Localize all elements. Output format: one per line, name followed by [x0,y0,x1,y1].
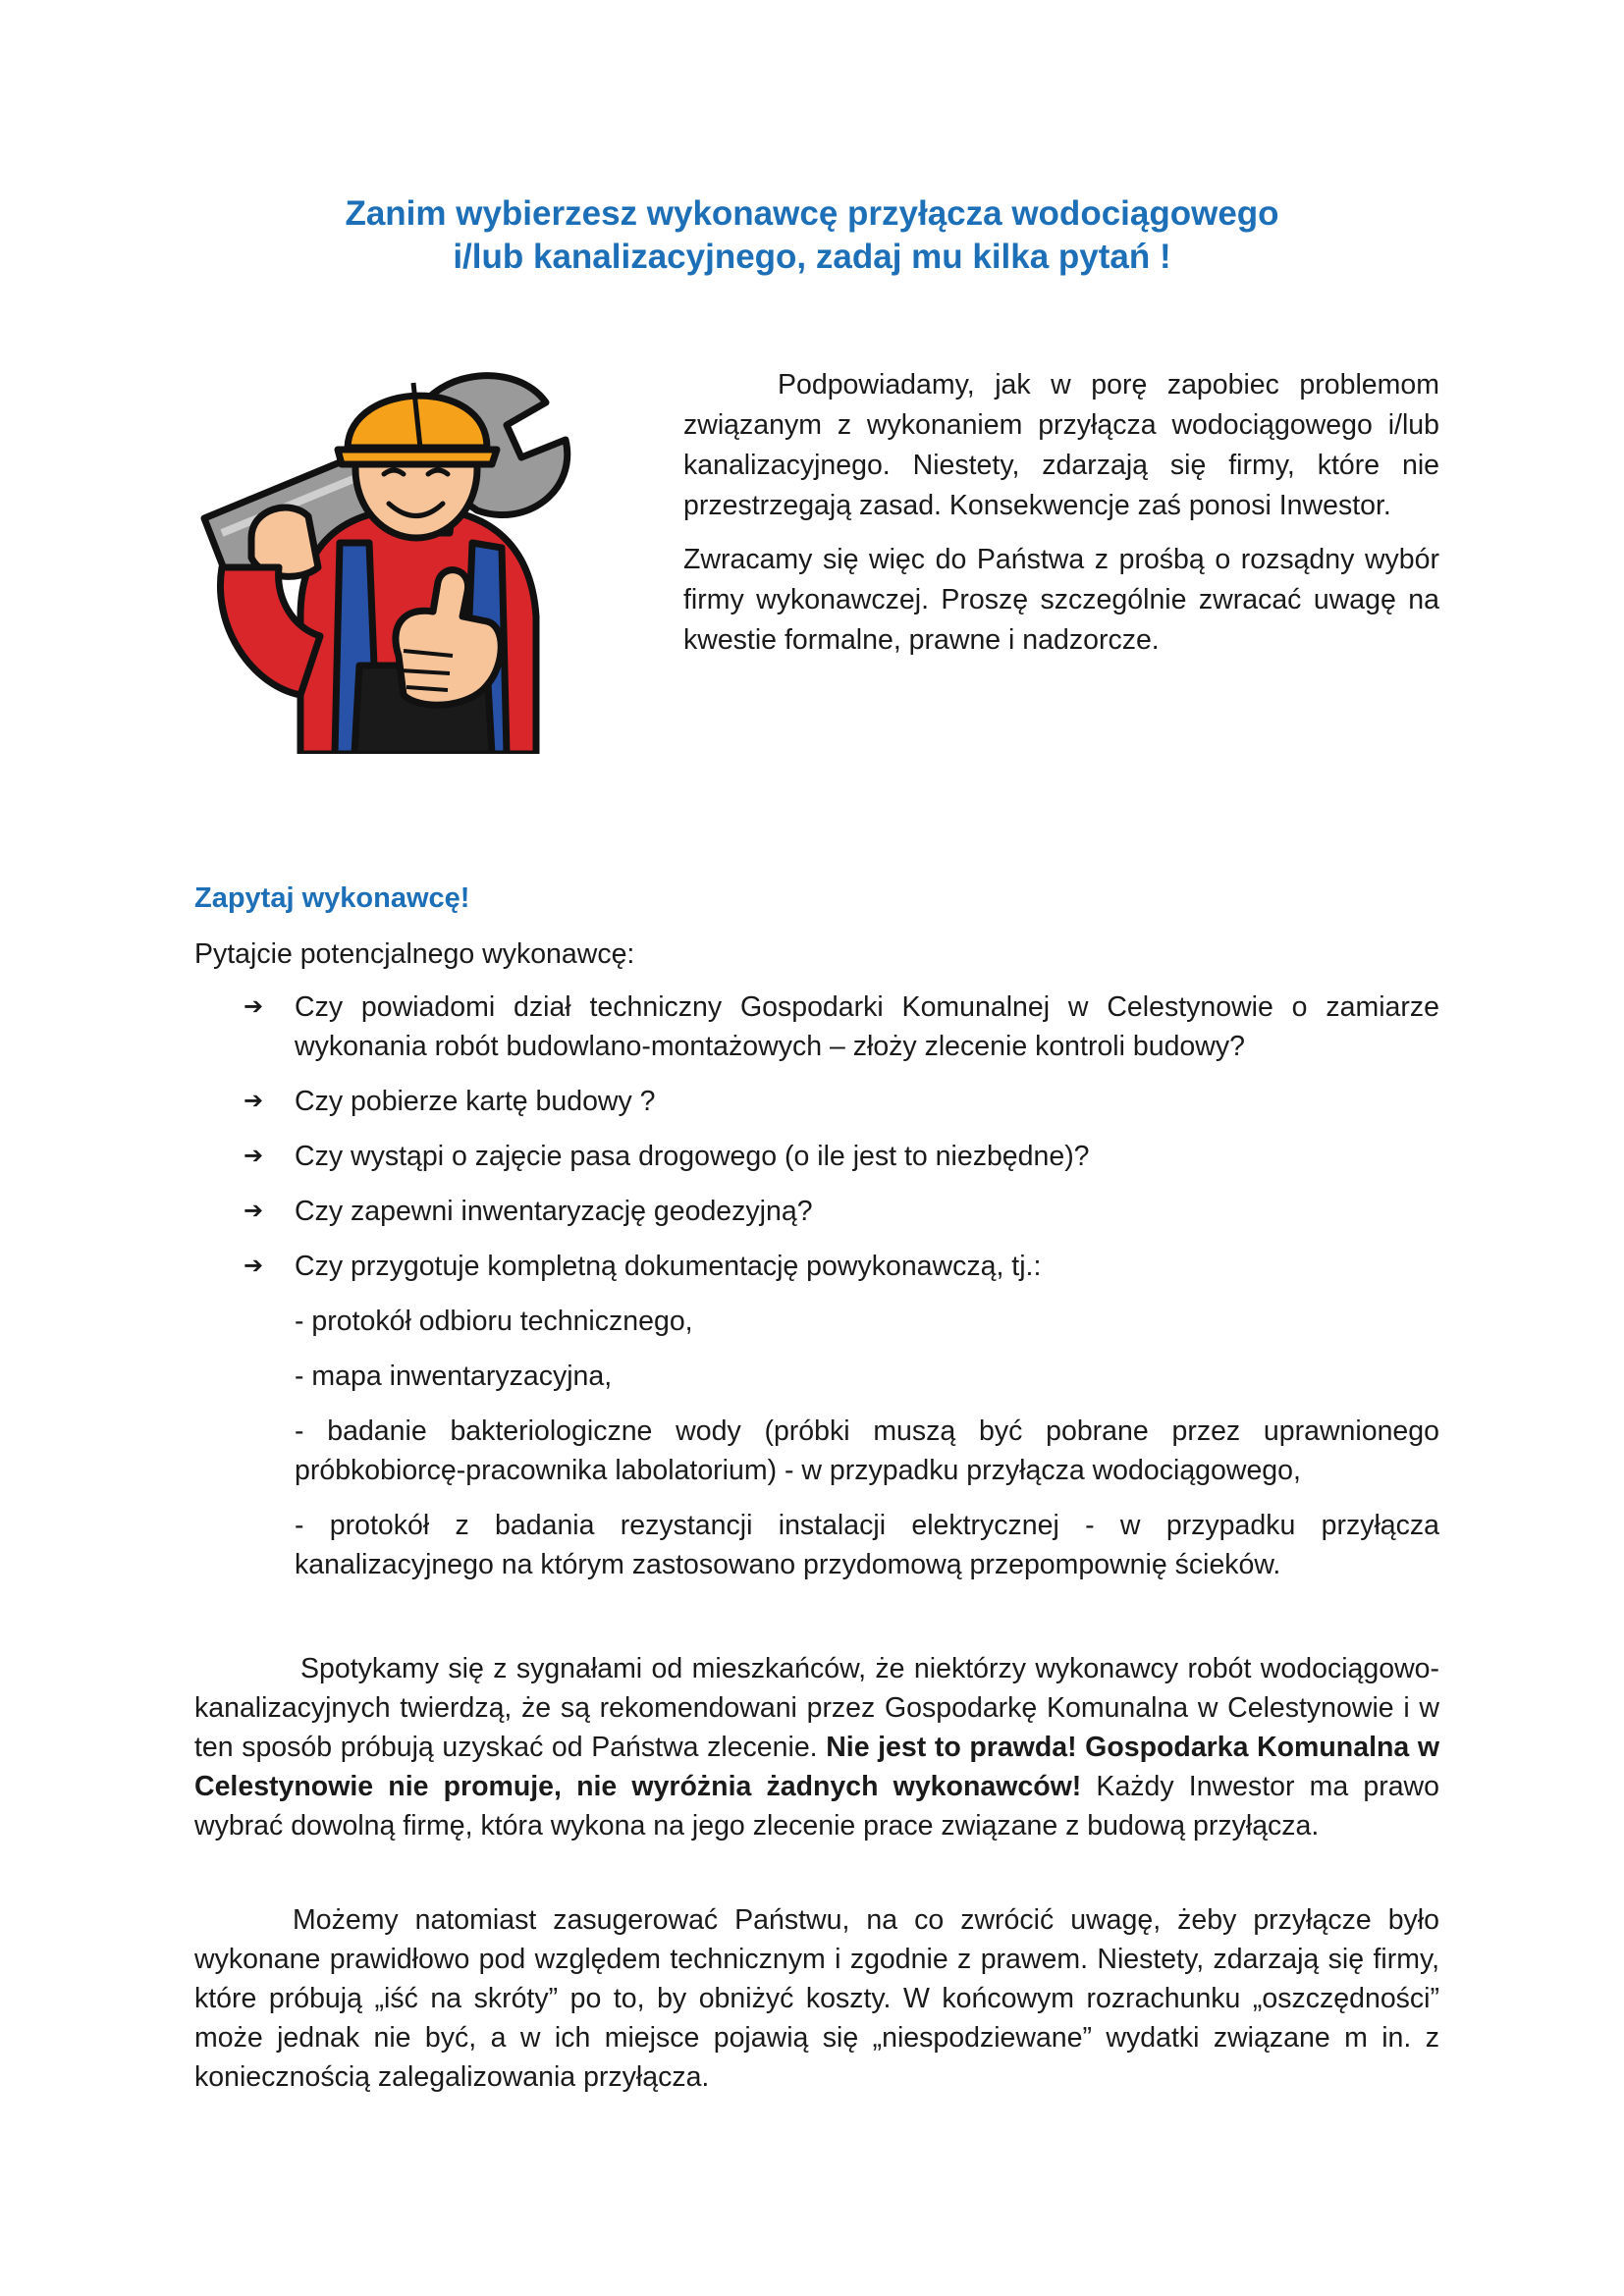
closing-text-start: Spotykamy się z sygnałami od mieszkańców, że niektórzy wykonawcy robót wodociągowo-kanalizacyjnych twierdzą, że są rekomendowani przez Gospodarkę Komunalna w Celestynowie i w ten sposób próbują uzyskać od Państwa zlecenie. [194,1653,1439,1763]
closing-paragraph-2 [194,1900,1439,2097]
question-text: Czy pobierze kartę budowy ? [295,1086,656,1117]
sub-list-item: - protokół odbioru technicznego, [295,1306,693,1337]
questions-list [194,988,1439,1600]
list-item [194,1082,1439,1121]
closing-text-end: Każdy Inwestor ma prawo wybrać dowolną firmę, która wykona na jego zlecenie prace związane z budową przyłącza. [194,1771,1439,1842]
sub-list-item: - badanie bakteriologiczne wody (próbki muszą być pobrane przez uprawnionego próbkobiorcę-pracownika labolatorium) - w przypadku przyłącza wodociągowego, [295,1415,1439,1486]
arrow-right-icon: ➔ [244,993,264,1020]
list-item [194,1247,1439,1286]
worker-with-wrench-icon [192,371,634,754]
arrow-right-icon: ➔ [244,1088,264,1114]
sub-list-item: - mapa inwentaryzacyjna, [295,1361,613,1392]
sub-list-item: - protokół z badania rezystancji instalacji elektrycznej - w przypadku przyłącza kanalizacyjnego na którym zastosowano przydomową przepompownię ścieków. [295,1510,1439,1580]
list-item [194,1192,1439,1231]
closing-text-2: Możemy natomiast zasugerować Państwu, na co zwrócić uwagę, żeby przyłącze było wykonane prawidłowo pod względem technicznym i zgodnie z prawem. Niestety, zdarzają się firmy, które próbują „iść na skróty” po to, by obniżyć koszty. W końcowym rozrachunku „oszczędności” może jednak nie być, a w ich miejsce pojawią się „niespodziewane” wydatki związane m in. z koniecznością zalegalizowania przyłącza. [194,1904,1439,2093]
section-lead: Pytajcie potencjalnego wykonawcę: [194,938,635,970]
intro-paragraph-2: Zwracamy się więc do Państwa z prośbą o rozsądny wybór firmy wykonawczej. Proszę szczególnie zwracać uwagę na kwestie formalne, prawne i nadzorcze. [683,544,1439,656]
question-text: Czy zapewni inwentaryzację geodezyjną? [295,1196,813,1227]
intro-text [683,365,1439,674]
arrow-right-icon: ➔ [244,1143,264,1169]
closing-bold-statement: Nie jest to prawda! Gospodarka Komunalna w Celestynowie nie promuje, nie wyróżnia żadnych wykonawców! [194,1732,1440,1802]
intro-paragraph-1: Podpowiadamy, jak w porę zapobiec problemom związanym z wykonaniem przyłącza wodociągowego i/lub kanalizacyjnego. Niestety, zdarzają się firmy, które nie przestrzegają zasad. Konsekwencje zaś ponosi Inwestor. [683,369,1439,521]
question-text: Czy wystąpi o zajęcie pasa drogowego (o ile jest to niezbędne)? [295,1141,1090,1172]
list-item [194,1137,1439,1176]
arrow-right-icon: ➔ [244,1253,264,1279]
title-line-2: i/lub kanalizacyjnego, zadaj mu kilka pytań ! [453,238,1171,276]
page-title [196,192,1428,279]
title-line-1: Zanim wybierzesz wykonawcę przyłącza wodociągowego [345,194,1279,233]
question-text: Czy powiadomi dział techniczny Gospodarki Komunalnej w Celestynowie o zamiarze wykonania robót budowlano-montażowych – złoży zlecenie kontroli budowy? [295,991,1439,1062]
arrow-right-icon: ➔ [244,1198,264,1224]
question-text: Czy przygotuje kompletną dokumentację powykonawczą, tj.: [295,1251,1042,1282]
section-heading: Zapytaj wykonawcę! [194,882,470,914]
list-item [194,988,1439,1066]
closing-paragraph-1 [194,1649,1439,1845]
